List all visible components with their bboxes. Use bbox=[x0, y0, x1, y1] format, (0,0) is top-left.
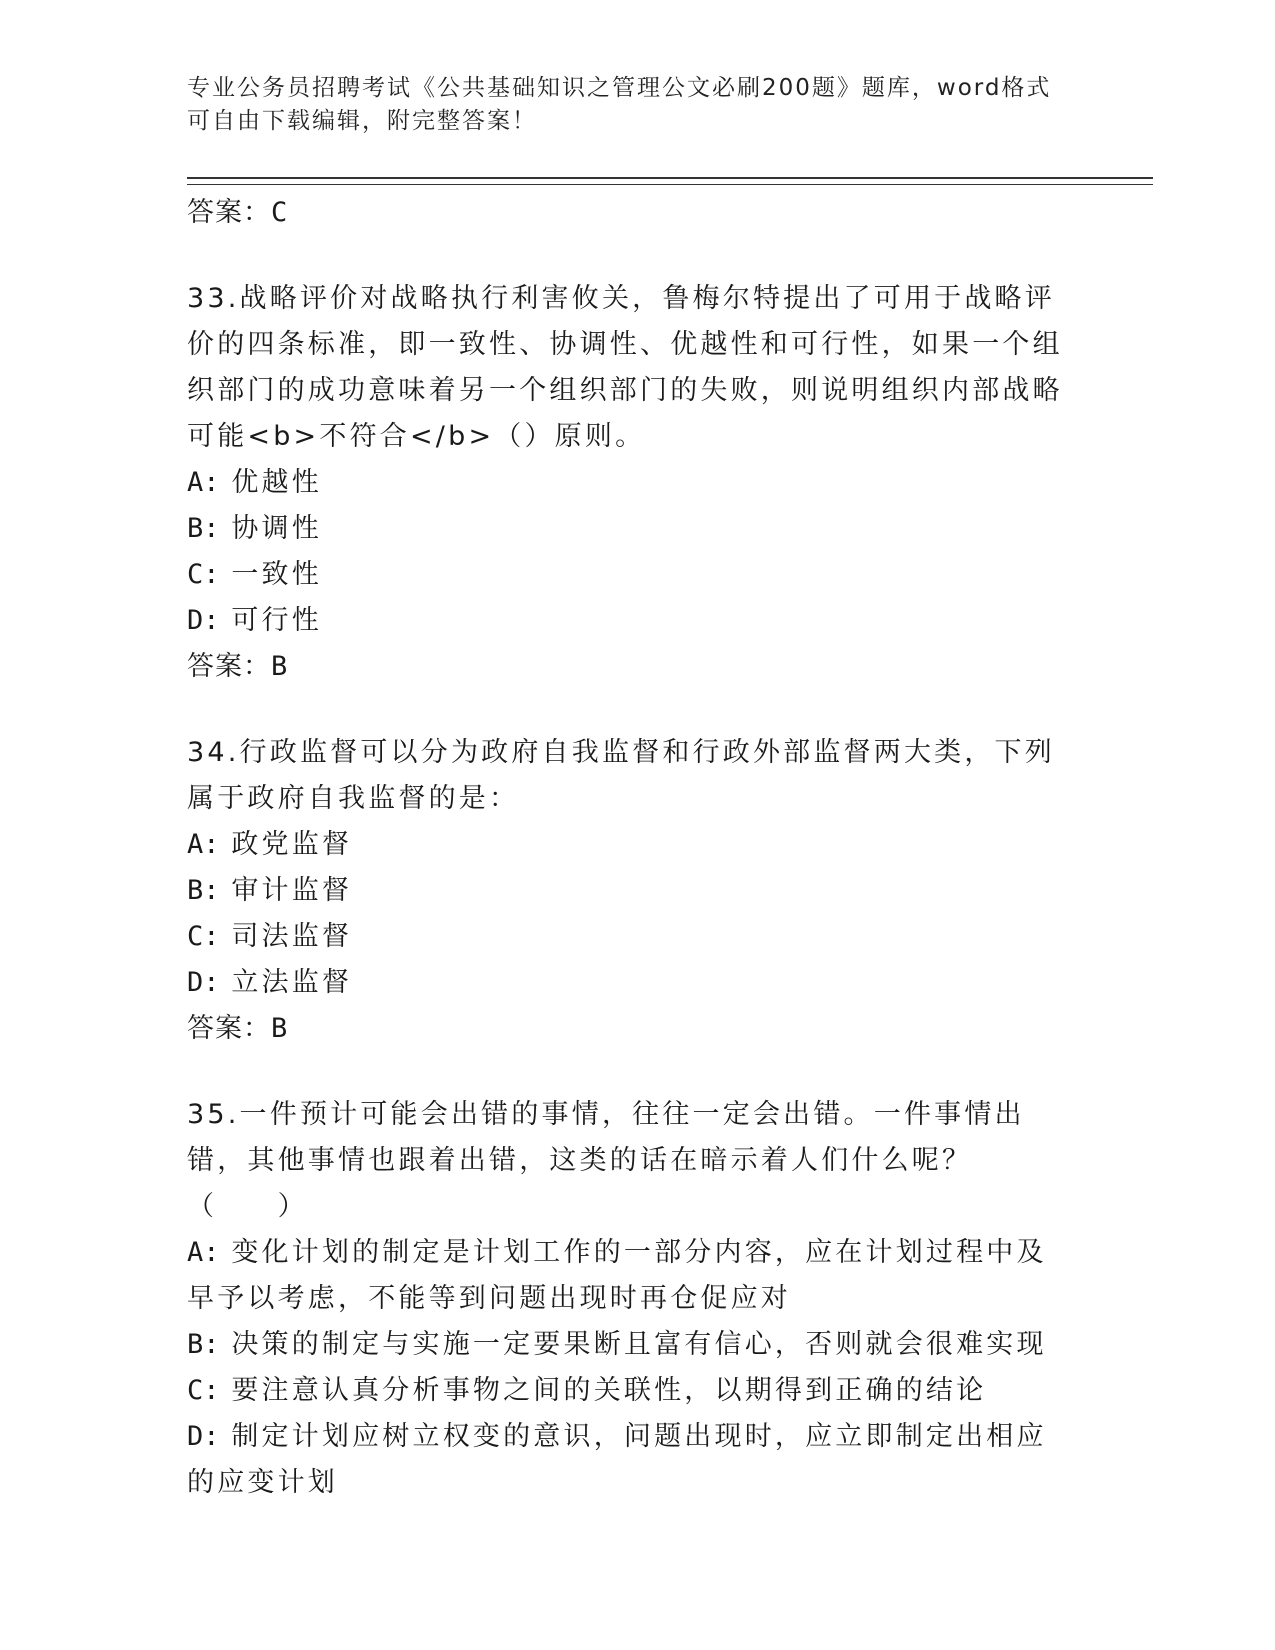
question-text: 33.战略评价对战略执行利害攸关，鲁梅尔特提出了可用于战略评价的四条标准，即一致性、协调性、优越性和可行性，如果一个组织部门的成功意味着另一个组织部门的失败，则说明组织内部战略可能<b>不符合</b>（）原则。 bbox=[187, 283, 1063, 452]
option-letter: B: bbox=[187, 875, 220, 906]
question-35 bbox=[187, 1092, 1067, 1506]
option-letter: B: bbox=[187, 513, 220, 544]
option-text: 要注意认真分析事物之间的关联性，以期得到正确的结论 bbox=[231, 1375, 987, 1406]
option-text: 一致性 bbox=[231, 559, 322, 590]
answer-label: 答案： bbox=[187, 197, 271, 228]
option-c bbox=[187, 914, 1067, 960]
option-text: 制定计划应树立权变的意识，问题出现时，应立即制定出相应的应变计划 bbox=[187, 1421, 1047, 1498]
option-b bbox=[187, 506, 1067, 552]
option-c bbox=[187, 1368, 1067, 1414]
option-text: 可行性 bbox=[231, 605, 322, 636]
option-letter: C: bbox=[187, 1375, 220, 1406]
option-d bbox=[187, 960, 1067, 1006]
option-letter: A: bbox=[187, 1237, 220, 1268]
question-text: 34.行政监督可以分为政府自我监督和行政外部监督两大类，下列属于政府自我监督的是： bbox=[187, 737, 1055, 814]
option-a bbox=[187, 460, 1067, 506]
option-text: 司法监督 bbox=[231, 921, 353, 952]
answer-label: 答案： bbox=[187, 651, 271, 682]
option-letter: A: bbox=[187, 829, 220, 860]
question-list bbox=[187, 190, 1067, 1506]
option-letter: C: bbox=[187, 921, 220, 952]
answer-value: B bbox=[271, 651, 289, 682]
previous-answer bbox=[187, 190, 1067, 236]
option-letter: B: bbox=[187, 1329, 220, 1360]
option-b bbox=[187, 1322, 1067, 1368]
option-text: 立法监督 bbox=[231, 967, 353, 998]
option-text: 决策的制定与实施一定要果断且富有信心，否则就会很难实现 bbox=[231, 1329, 1047, 1360]
question-answer bbox=[187, 1006, 1067, 1052]
option-letter: D: bbox=[187, 1421, 220, 1452]
option-letter: C: bbox=[187, 559, 220, 590]
question-answer bbox=[187, 644, 1067, 690]
option-a bbox=[187, 822, 1067, 868]
document-header: 专业公务员招聘考试《公共基础知识之管理公文必刷200题》题库，word格式可自由下载编辑，附完整答案！ bbox=[187, 75, 1052, 134]
option-text: 政党监督 bbox=[231, 829, 353, 860]
option-letter: D: bbox=[187, 967, 220, 998]
option-letter: A: bbox=[187, 467, 220, 498]
option-d bbox=[187, 598, 1067, 644]
option-b bbox=[187, 868, 1067, 914]
option-d bbox=[187, 1414, 1067, 1506]
answer-value: C bbox=[271, 197, 289, 228]
option-a bbox=[187, 1230, 1067, 1322]
header-divider bbox=[187, 177, 1153, 185]
question-33 bbox=[187, 276, 1067, 690]
option-text: 协调性 bbox=[231, 513, 322, 544]
option-letter: D: bbox=[187, 605, 220, 636]
option-text: 审计监督 bbox=[231, 875, 353, 906]
answer-label: 答案： bbox=[187, 1013, 271, 1044]
question-text: 35.一件预计可能会出错的事情，往往一定会出错。一件事情出错，其他事情也跟着出错，这类的话在暗示着人们什么呢？（ ） bbox=[187, 1099, 1025, 1222]
option-c bbox=[187, 552, 1067, 598]
answer-value: B bbox=[271, 1013, 289, 1044]
option-text: 变化计划的制定是计划工作的一部分内容，应在计划过程中及早予以考虑，不能等到问题出现时再仓促应对 bbox=[187, 1237, 1047, 1314]
question-34 bbox=[187, 730, 1067, 1052]
option-text: 优越性 bbox=[231, 467, 322, 498]
